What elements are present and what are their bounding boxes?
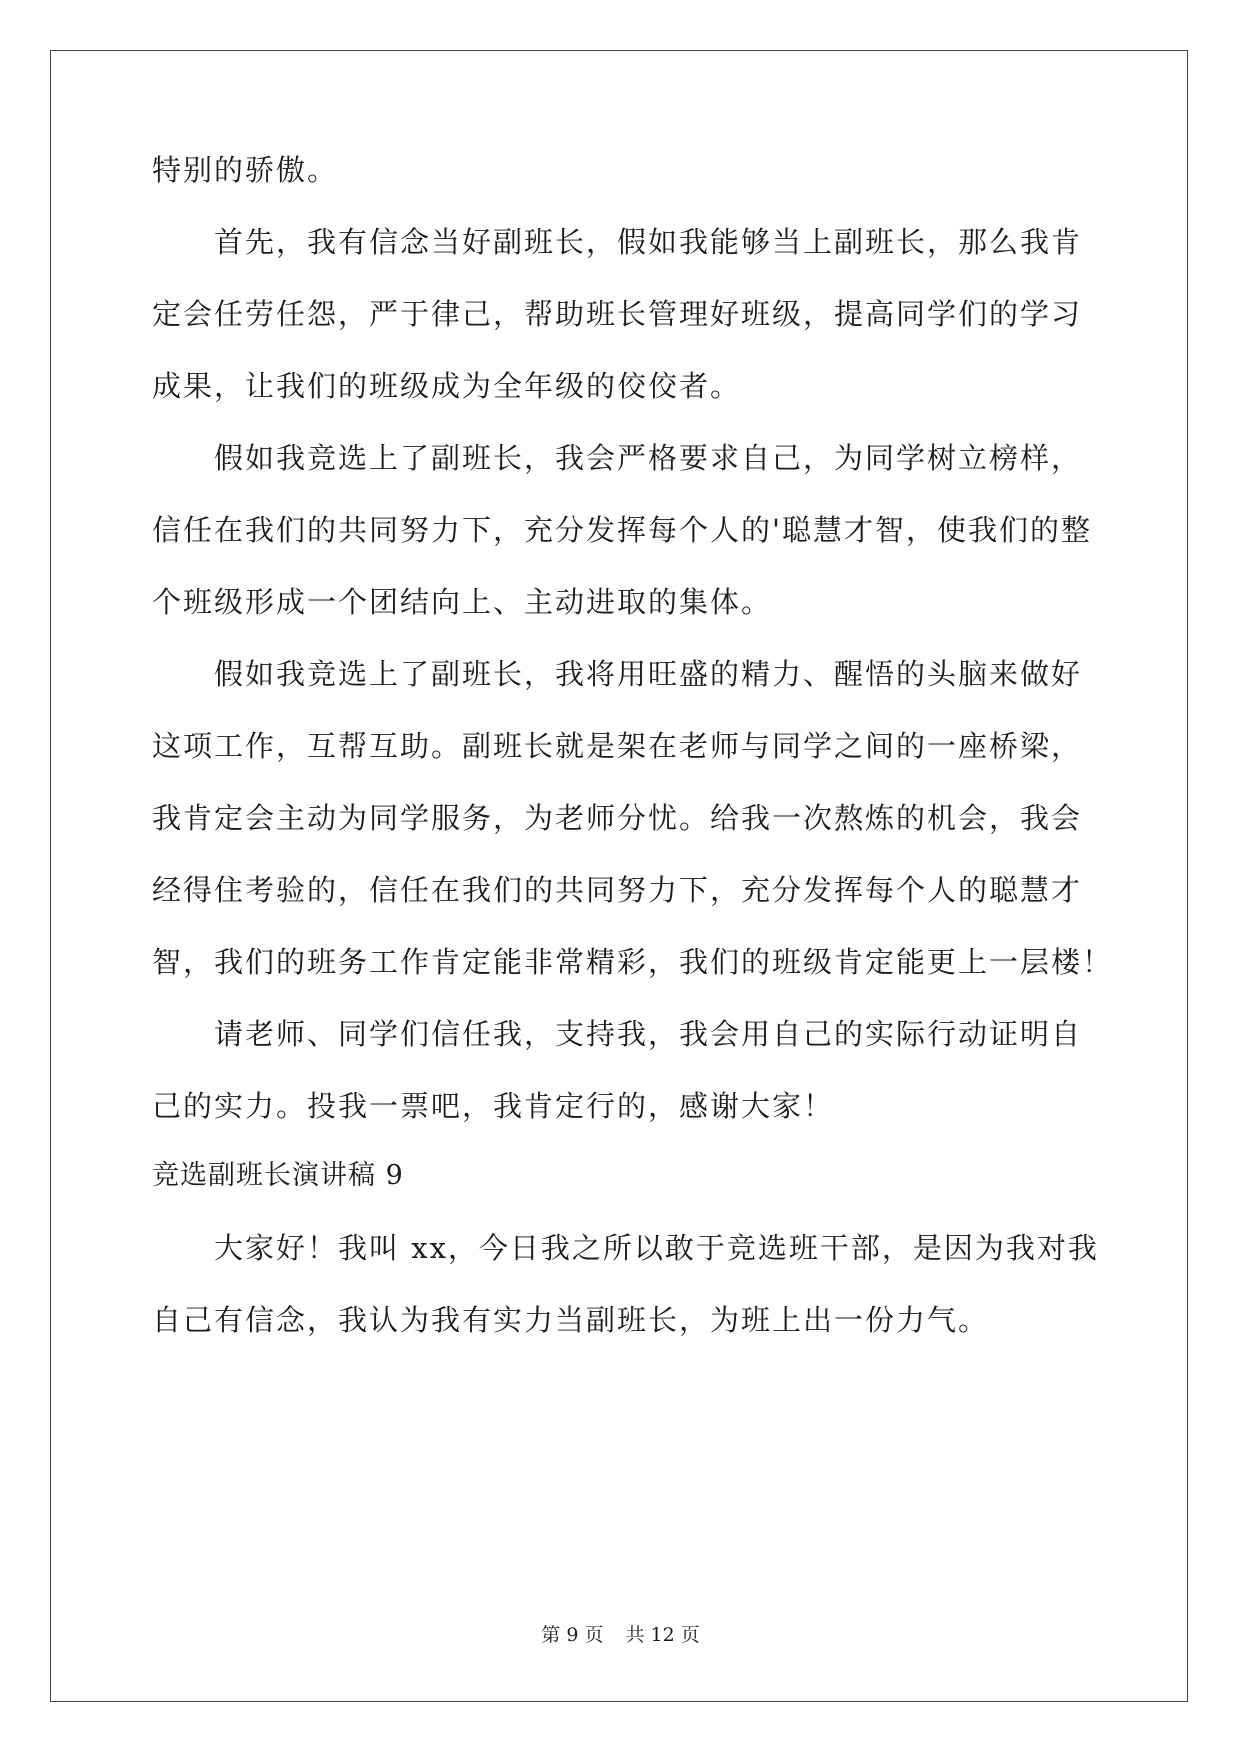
text-line: 信任在我们的共同努力下，充分发挥每个人的'聪慧才智，使我们的整 [152,513,1092,547]
paragraph-start: 大家好！我叫 xx，今日我之所以敢于竞选班干部，是因为我对我 [214,1231,1099,1265]
paragraph-start: 假如我竞选上了副班长，我将用旺盛的精力、醒悟的头脑来做好 [214,657,1083,691]
paragraph-start: 请老师、同学们信任我，支持我，我会用自己的实际行动证明自 [214,1017,1083,1051]
text-line: 定会任劳任怨，严于律己，帮助班长管理好班级，提高同学们的学习 [152,297,1083,331]
text-line: 我肯定会主动为同学服务，为老师分忧。给我一次熬炼的机会，我会 [152,801,1083,835]
text-line: 经得住考验的，信任在我们的共同努力下，充分发挥每个人的聪慧才 [152,873,1083,907]
text-line: 自己有信念，我认为我有实力当副班长，为班上出一份力气。 [152,1303,990,1337]
section-heading: 竞选副班长演讲稿 9 [152,1160,404,1191]
text-line: 个班级形成一个团结向上、主动进取的集体。 [152,585,773,619]
page-footer [0,1622,1241,1648]
text-line: 这项工作，互帮互助。副班长就是架在老师与同学之间的一座桥梁， [152,729,1083,763]
page-number: 第 9 页 [541,1624,604,1646]
paragraph-start: 首先，我有信念当好副班长，假如我能够当上副班长，那么我肯 [214,225,1083,259]
text-line: 己的实力。投我一票吧，我肯定行的，感谢大家！ [152,1089,835,1123]
text-line: 成果，让我们的班级成为全年级的佼佼者。 [152,369,742,403]
paragraph-start: 假如我竞选上了副班长，我会严格要求自己，为同学树立榜样， [214,441,1083,475]
text-line: 特别的骄傲。 [152,153,339,187]
page-total: 共 12 页 [625,1624,700,1646]
text-line: 智，我们的班务工作肯定能非常精彩，我们的班级肯定能更上一层楼！ [152,945,1114,979]
